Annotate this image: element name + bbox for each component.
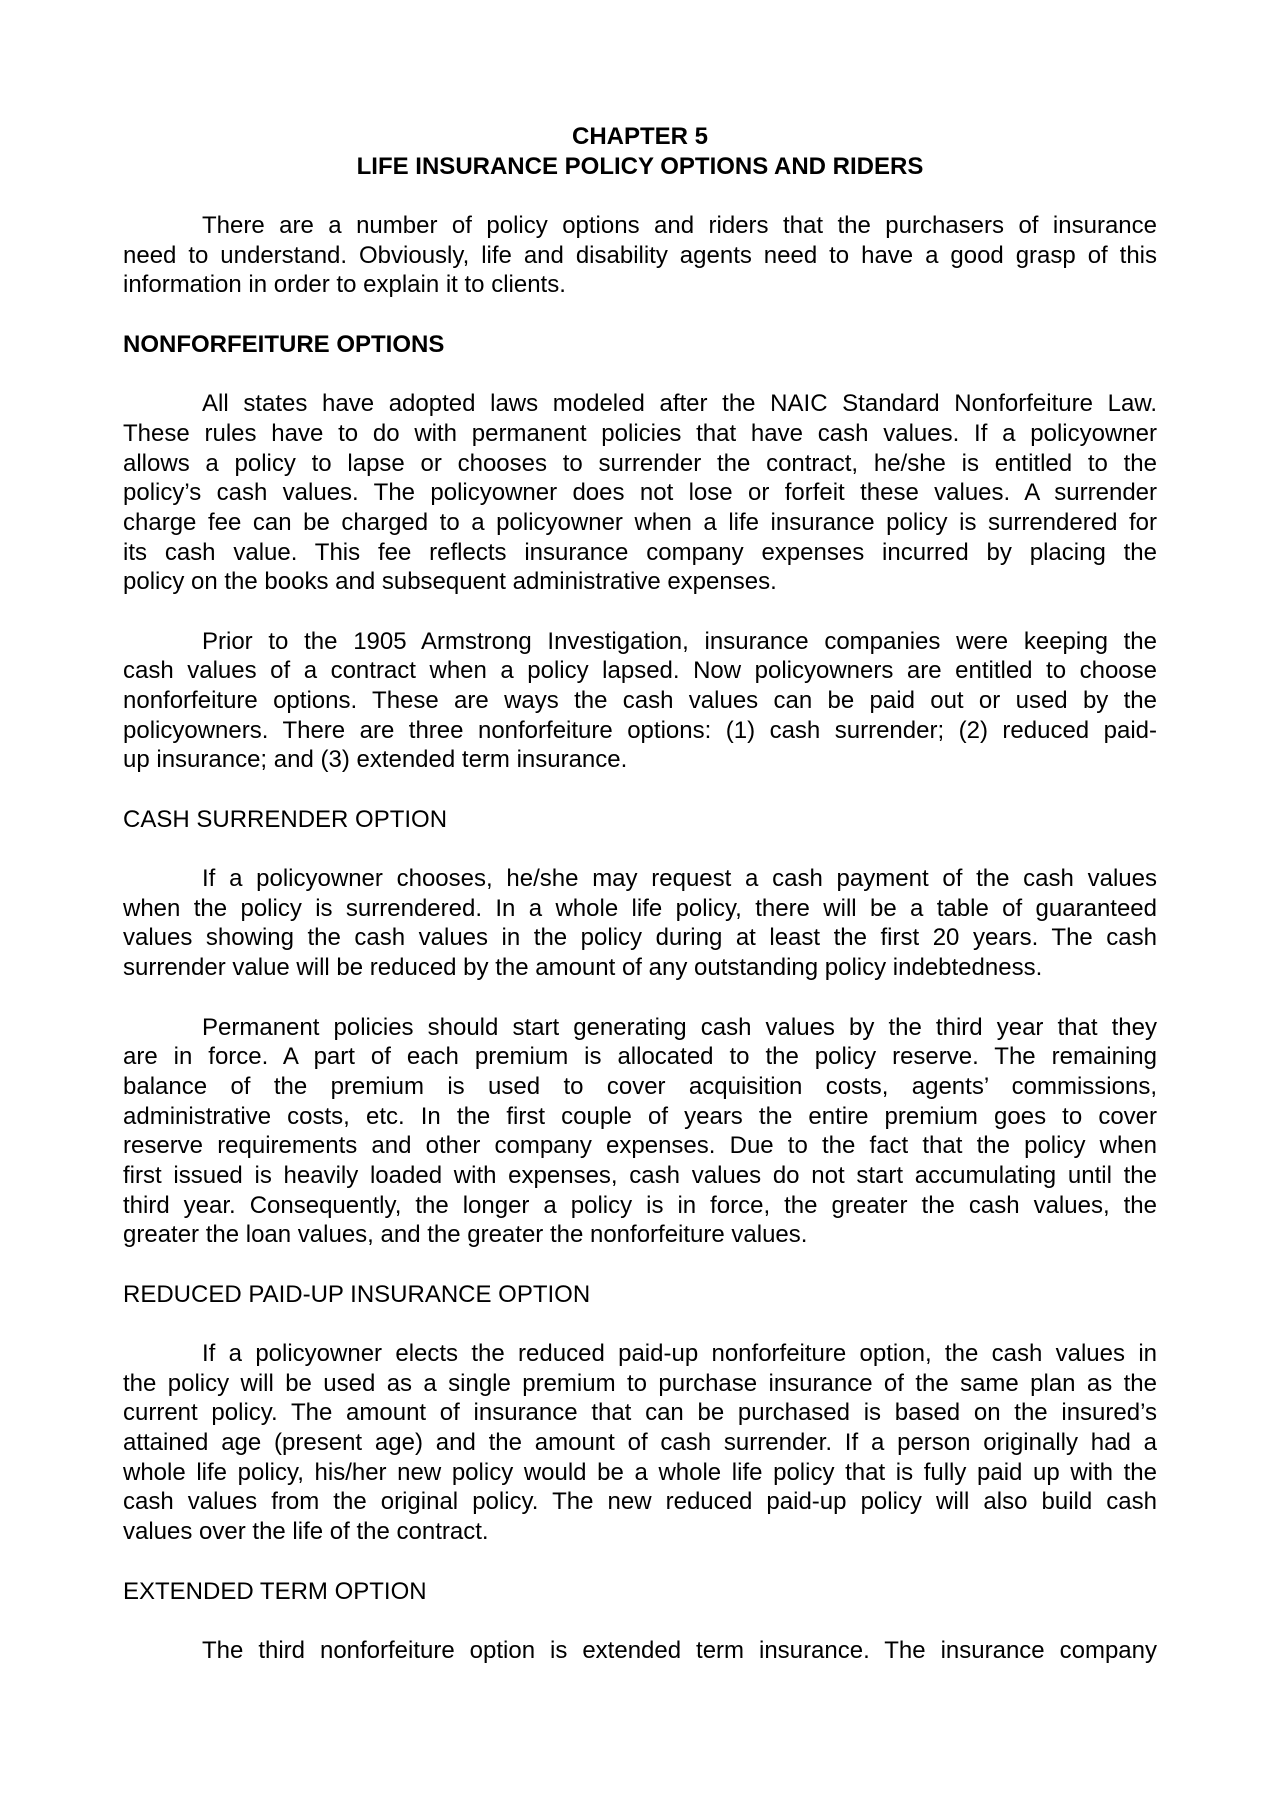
text-line: nonforfeiture options. These are ways the cash values can be paid out or used by the <box>123 687 1157 714</box>
text-line: cash values from the original policy. The new reduced paid-up policy will also build cash <box>123 1488 1157 1516</box>
text-line: whole life policy, his/her new policy would be a whole life policy that is fully paid up with the <box>123 1458 1157 1486</box>
text-line: its cash value. This fee reflects insurance company expenses incurred by placing the <box>123 538 1157 566</box>
text-line: surrender value will be reduced by the amount of any outstanding policy indebtedness. <box>123 954 1043 982</box>
text-line: All states have adopted laws modeled after the NAIC Standard Nonforfeiture Law. <box>202 390 1157 418</box>
text-line: These rules have to do with permanent policies that have cash values. If a policyowner <box>123 419 1157 447</box>
text-line: first issued is heavily loaded with expenses, cash values do not start accumulating until the <box>123 1161 1157 1189</box>
text-line: values showing the cash values in the policy during at least the first 20 years. The cash <box>123 924 1157 952</box>
text-line: when the policy is surrendered. In a whole life policy, there will be a table of guaranteed <box>123 894 1157 922</box>
text-line: balance of the premium is used to cover acquisition costs, agents’ commissions, <box>123 1072 1157 1100</box>
text-line: charge fee can be charged to a policyowner when a life insurance policy is surrendered for <box>123 508 1157 536</box>
text-line: greater the loan values, and the greater the nonforfeiture values. <box>123 1221 808 1249</box>
text-line: allows a policy to lapse or chooses to surrender the contract, he/she is entitled to the <box>123 449 1157 477</box>
text-line: reserve requirements and other company expenses. Due to the fact that the policy when <box>123 1132 1157 1160</box>
section-heading-cash-surrender-option: CASH SURRENDER OPTION <box>123 805 448 833</box>
paragraph-armstrong-investigation <box>123 627 1157 775</box>
text-line: The third nonforfeiture option is extended term insurance. The insurance company <box>202 1636 1157 1664</box>
text-line: policy on the books and subsequent administrative expenses. <box>123 568 777 596</box>
text-line: information in order to explain it to clients. <box>123 271 566 299</box>
intro-paragraph <box>123 211 1157 300</box>
text-line: the policy will be used as a single premium to purchase insurance of the same plan as the <box>123 1369 1157 1397</box>
text-line: If a policyowner chooses, he/she may request a cash payment of the cash values <box>202 865 1157 893</box>
section-heading-extended-term-option: EXTENDED TERM OPTION <box>123 1577 427 1605</box>
text-line: current policy. The amount of insurance that can be purchased is based on the insured’s <box>123 1399 1157 1427</box>
section-heading-reduced-paid-up-option: REDUCED PAID-UP INSURANCE OPTION <box>123 1280 591 1308</box>
paragraph-cash-payment <box>123 864 1157 983</box>
text-line: There are a number of policy options and riders that the purchasers of insurance <box>202 212 1157 240</box>
text-line: Prior to the 1905 Armstrong Investigation, insurance companies were keeping the <box>202 627 1157 655</box>
text-line: are in force. A part of each premium is allocated to the policy reserve. The remaining <box>123 1043 1157 1071</box>
text-line: administrative costs, etc. In the first couple of years the entire premium goes to cover <box>123 1102 1157 1130</box>
text-line: policy’s cash values. The policyowner does not lose or forfeit these values. A surrender <box>123 479 1157 507</box>
text-line: up insurance; and (3) extended term insurance. <box>123 746 628 774</box>
text-line: policyowners. There are three nonforfeiture options: (1) cash surrender; (2) reduced paid- <box>123 716 1157 744</box>
text-line: attained age (present age) and the amount of cash surrender. If a person originally had a <box>123 1429 1157 1457</box>
text-line: Permanent policies should start generating cash values by the third year that they <box>202 1013 1157 1041</box>
chapter-label: CHAPTER 5 <box>571 123 709 150</box>
text-line: If a policyowner elects the reduced paid-up nonforfeiture option, the cash values in <box>202 1340 1157 1368</box>
chapter-title-block <box>123 122 1157 181</box>
paragraph-reduced-paid-up <box>123 1339 1157 1547</box>
text-line: cash values of a contract when a policy lapsed. Now policyowners are entitled to choose <box>123 657 1157 685</box>
text-line: need to understand. Obviously, life and disability agents need to have a good grasp of this <box>123 241 1157 269</box>
text-line: third year. Consequently, the longer a policy is in force, the greater the cash values, the <box>123 1191 1157 1219</box>
text-line: values over the life of the contract. <box>123 1518 489 1546</box>
section-heading-nonforfeiture-options: NONFORFEITURE OPTIONS <box>123 330 445 358</box>
paragraph-extended-term <box>123 1636 1157 1666</box>
document-page <box>123 122 1157 1695</box>
paragraph-permanent-policies <box>123 1013 1157 1251</box>
chapter-title: LIFE INSURANCE POLICY OPTIONS AND RIDERS <box>356 152 924 180</box>
paragraph-naic-law <box>123 389 1157 597</box>
